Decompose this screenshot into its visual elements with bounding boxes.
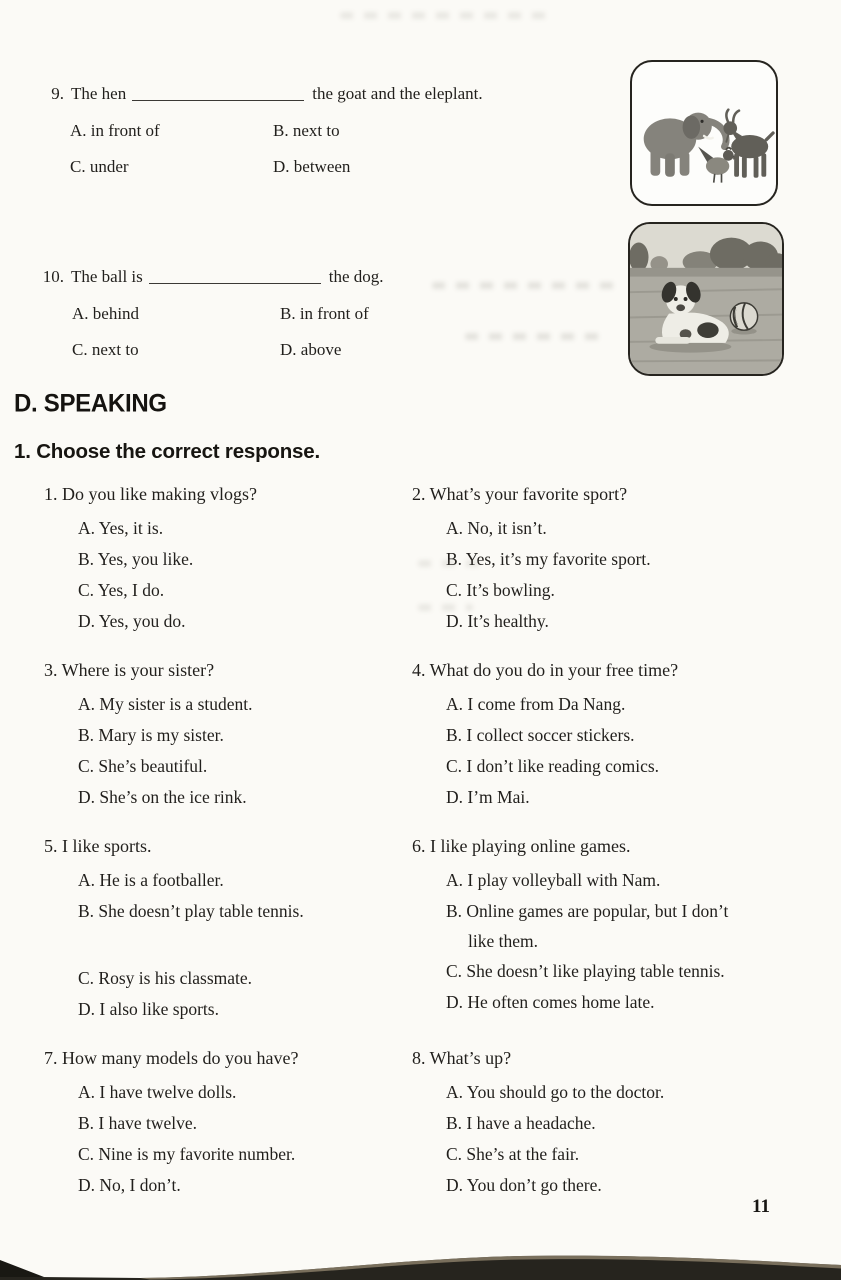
page-number: 11 — [752, 1196, 770, 1217]
question-text: 8. What’s up? — [412, 1048, 512, 1068]
scan-artifact — [340, 12, 550, 19]
option-b: B. Online games are popular, but I don’t like them. — [446, 901, 729, 951]
question-text-before: The hen — [71, 84, 127, 103]
section-title: D. SPEAKING — [14, 389, 167, 418]
dog-with-ball-photo — [630, 224, 782, 374]
speaking-questions-grid — [44, 480, 834, 1220]
animals-image — [630, 60, 778, 206]
option-b: B. in front of — [280, 304, 369, 323]
option-d: D. He often comes home late. — [446, 992, 655, 1012]
options-grid — [70, 113, 625, 185]
question-text: 1. Do you like making vlogs? — [44, 484, 257, 504]
question-line — [33, 265, 618, 287]
speaking-question-6 — [412, 832, 834, 1025]
option-d: D. It’s healthy. — [446, 611, 549, 631]
answer-blank — [132, 84, 304, 101]
option-c: C. It’s bowling. — [446, 580, 555, 600]
option-a: A. You should go to the doctor. — [446, 1082, 665, 1102]
option-c: C. Yes, I do. — [78, 580, 165, 600]
option-d: D. I’m Mai. — [446, 787, 530, 807]
option-c: C. She’s beautiful. — [78, 756, 208, 776]
hen-silhouette — [698, 147, 739, 183]
option-b: B. Yes, you like. — [78, 549, 194, 569]
question-line — [40, 82, 625, 104]
option-a: A. I come from Da Nang. — [446, 694, 626, 714]
question-text: 2. What’s your favorite sport? — [412, 484, 628, 504]
speaking-question-2 — [412, 480, 834, 637]
speaking-question-8 — [412, 1044, 834, 1201]
question-text-after: the dog. — [328, 267, 384, 286]
option-c: C. She’s at the fair. — [446, 1144, 580, 1164]
option-b: B. I collect soccer stickers. — [446, 725, 635, 745]
speaking-question-4 — [412, 656, 834, 813]
question-row-2 — [44, 656, 834, 813]
question-row-1 — [44, 480, 834, 637]
option-b: B. next to — [273, 121, 340, 140]
option-a: A. in front of — [70, 121, 160, 140]
option-a: A. Yes, it is. — [78, 518, 164, 538]
speaking-question-7 — [44, 1044, 412, 1201]
question-text: 6. I like playing online games. — [412, 836, 631, 856]
grammar-question-10 — [33, 265, 618, 368]
option-c: C. under — [70, 157, 129, 176]
option-d: D. She’s on the ice rink. — [78, 787, 247, 807]
answer-blank — [149, 267, 321, 284]
option-c: C. She doesn’t like playing table tennis. — [446, 961, 725, 981]
question-text: 4. What do you do in your free time? — [412, 660, 679, 680]
ball-shape — [730, 303, 757, 335]
question-text-before: The ball is — [71, 267, 143, 286]
option-a: A. I play volleyball with Nam. — [446, 870, 661, 890]
option-d: D. above — [280, 340, 342, 359]
question-row-4 — [44, 1044, 834, 1201]
question-text: 7. How many models do you have? — [44, 1048, 299, 1068]
dog-photo — [628, 222, 784, 376]
option-c: C. I don’t like reading comics. — [446, 756, 660, 776]
option-d: D. No, I don’t. — [78, 1175, 181, 1195]
question-text: 5. I like sports. — [44, 836, 152, 856]
grammar-question-9 — [40, 82, 625, 185]
goat-silhouette — [723, 110, 773, 178]
option-d: D. You don’t go there. — [446, 1175, 602, 1195]
option-b: B. I have twelve. — [78, 1113, 198, 1133]
option-a: A. I have twelve dolls. — [78, 1082, 237, 1102]
question-text: 3. Where is your sister? — [44, 660, 215, 680]
option-b: B. She doesn’t play table tennis. — [78, 901, 304, 921]
options-grid — [72, 296, 618, 368]
option-d: D. I also like sports. — [78, 999, 219, 1019]
option-a: A. He is a footballer. — [78, 870, 224, 890]
page-curl-shadow — [0, 1246, 841, 1280]
question-row-3 — [44, 832, 834, 1025]
speaking-question-3 — [44, 656, 412, 813]
option-a: A. behind — [72, 304, 140, 323]
option-c: C. next to — [72, 340, 139, 359]
option-d: D. Yes, you do. — [78, 611, 186, 631]
option-b: B. I have a headache. — [446, 1113, 596, 1133]
animals-illustration — [632, 62, 776, 204]
question-text-after: the goat and the eleplant. — [312, 84, 483, 103]
exercise-instruction: 1. Choose the correct response. — [14, 440, 320, 463]
speaking-question-1 — [44, 480, 412, 637]
option-b: B. Yes, it’s my favorite sport. — [446, 549, 651, 569]
question-number: 10. — [42, 267, 64, 286]
option-d: D. between — [273, 157, 351, 176]
speaking-question-5 — [44, 832, 412, 1025]
option-a: A. My sister is a student. — [78, 694, 253, 714]
option-a: A. No, it isn’t. — [446, 518, 547, 538]
question-number: 9. — [51, 84, 64, 103]
option-c: C. Rosy is his classmate. — [78, 968, 253, 988]
option-c: C. Nine is my favorite number. — [78, 1144, 296, 1164]
option-b: B. Mary is my sister. — [78, 725, 224, 745]
